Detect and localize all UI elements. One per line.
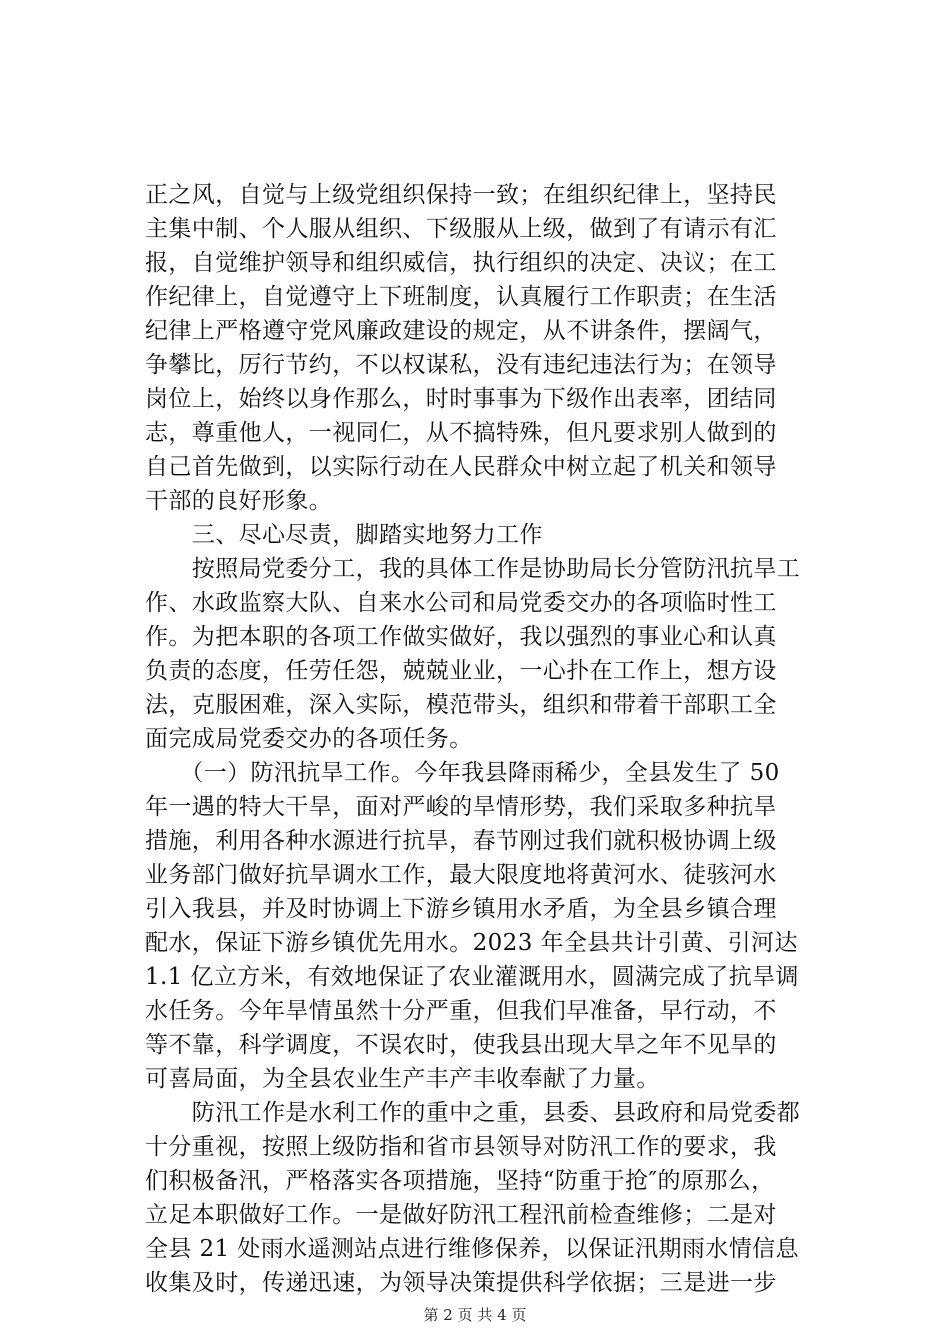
text-line: 纪律上严格遵守党风廉政建设的规定，从不讲条件，摆阔气， — [145, 318, 777, 344]
text-line: 引入我县，并及时协调上下游乡镇用水矛盾，为全县乡镇合理 — [145, 896, 777, 922]
text-line: 主集中制、个人服从组织、下级服从上级，做到了有请示有汇 — [145, 216, 777, 242]
text-line: 立足本职做好工作。一是做好防汛工程汛前检查维修；二是对 — [145, 1202, 777, 1228]
page-number-footer: 第 2 页 共 4 页 — [423, 1306, 527, 1324]
text-line: 报，自觉维护领导和组织威信，执行组织的决定、决议；在工 — [145, 250, 777, 276]
text-line: 业务部门做好抗旱调水工作，最大限度地将黄河水、徒骇河水 — [145, 862, 777, 888]
text-line: （一）防汛抗旱工作。今年我县降雨稀少，全县发生了 50 — [145, 760, 780, 786]
text-line: 作、水政监察大队、自来水公司和局党委交办的各项临时性工 — [145, 590, 777, 616]
text-line: 面完成局党委交办的各项任务。 — [145, 726, 473, 752]
text-line: 1.1 亿立方米，有效地保证了农业灌溉用水，圆满完成了抗旱调 — [145, 964, 799, 990]
text-line: 负责的态度，任劳任怨，兢兢业业，一心扑在工作上，想方设 — [145, 658, 777, 684]
text-line: 正之风，自觉与上级党组织保持一致；在组织纪律上，坚持民 — [145, 182, 777, 208]
text-line: 法，克服困难，深入实际，模范带头，组织和带着干部职工全 — [145, 692, 777, 718]
text-line: 干部的良好形象。 — [145, 488, 333, 514]
text-line: 作纪律上，自觉遵守上下班制度，认真履行工作职责；在生活 — [145, 284, 777, 310]
text-line: 配水，保证下游乡镇优先用水。2023 年全县共计引黄、引河达 — [145, 930, 798, 956]
text-line: 收集及时，传递迅速，为领导决策提供科学依据；三是进一步 — [145, 1270, 777, 1296]
text-line: 按照局党委分工，我的具体工作是协助局长分管防汛抗旱工 — [145, 556, 801, 582]
text-line: 争攀比，厉行节约，不以权谋私，没有违纪违法行为；在领导 — [145, 352, 777, 378]
text-line: 全县 21 处雨水遥测站点进行维修保养，以保证汛期雨水情信息 — [145, 1236, 799, 1262]
text-line: 作。为把本职的各项工作做实做好，我以强烈的事业心和认真 — [145, 624, 777, 650]
text-line: 等不靠，科学调度，不误农时，使我县出现大旱之年不见旱的 — [145, 1032, 777, 1058]
text-line: 措施，利用各种水源进行抗旱，春节刚过我们就积极协调上级 — [145, 828, 777, 854]
text-line: 们积极备汛，严格落实各项措施，坚持“防重于抢″的原那么， — [145, 1168, 775, 1194]
text-line: 年一遇的特大干旱，面对严峻的旱情形势，我们采取多种抗旱 — [145, 794, 777, 820]
text-line: 水任务。今年旱情虽然十分严重，但我们早准备，早行动，不 — [145, 998, 777, 1024]
text-line: 岗位上，始终以身作那么，时时事事为下级作出表率，团结同 — [145, 386, 777, 412]
text-line: 可喜局面，为全县农业生产丰产丰收奉献了力量。 — [145, 1066, 660, 1092]
text-line: 自己首先做到，以实际行动在人民群众中树立起了机关和领导 — [145, 454, 777, 480]
section-heading: 三、尽心尽责，脚踏实地努力工作 — [145, 522, 543, 548]
text-line: 十分重视，按照上级防指和省市县领导对防汛工作的要求，我 — [145, 1134, 777, 1160]
text-line: 防汛工作是水利工作的重中之重，县委、县政府和局党委都 — [145, 1100, 801, 1126]
text-line: 志，尊重他人，一视同仁，从不搞特殊，但凡要求别人做到的 — [145, 420, 777, 446]
